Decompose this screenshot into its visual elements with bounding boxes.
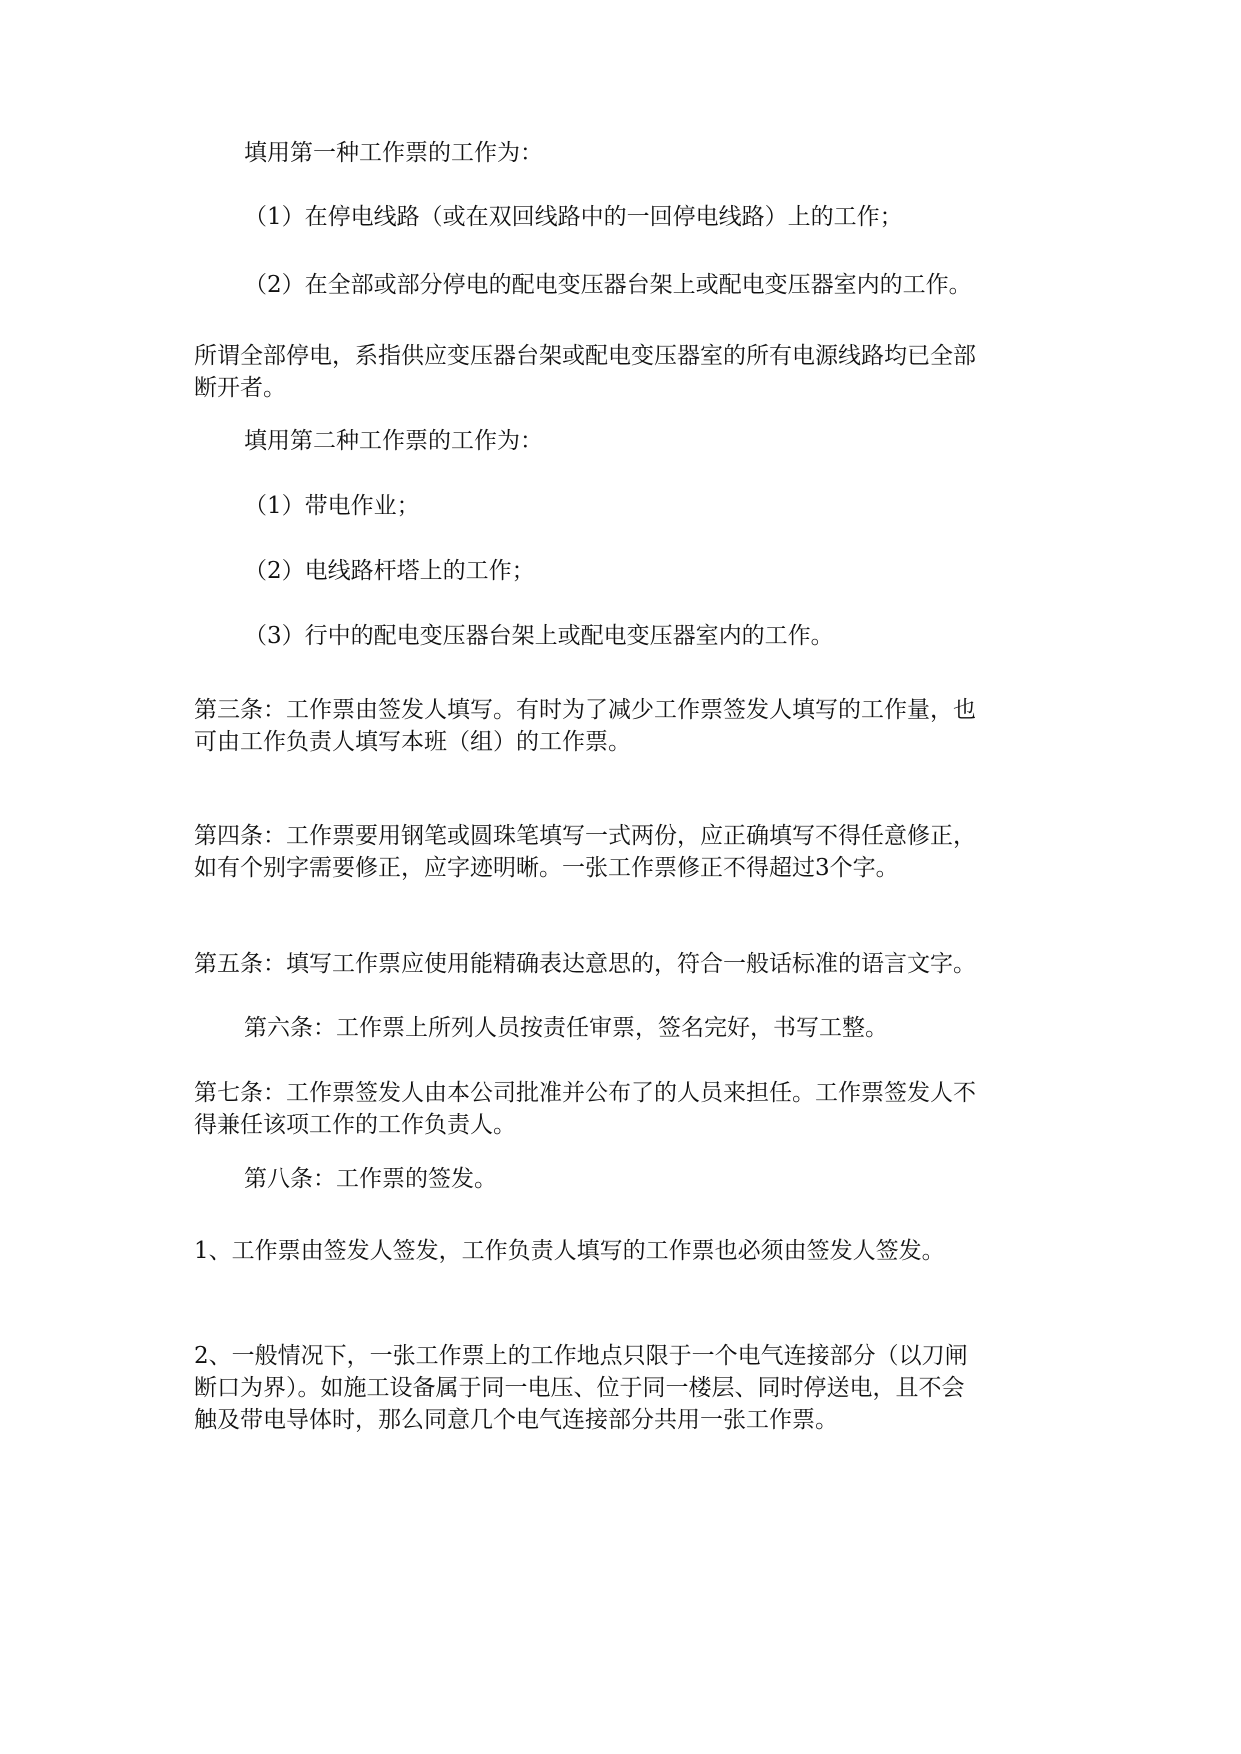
paragraph-article-6: 第六条：工作票上所列人员按责任审票，签名完好，书写工整。 [244, 1015, 888, 1041]
text-line: 第七条：工作票签发人由本公司批准并公布了的人员来担任。工作票签发人不 [194, 1080, 976, 1106]
paragraph-second-ticket-item-3: （3）行中的配电变压器台架上或配电变压器室内的工作。 [244, 623, 834, 649]
paragraph-first-ticket-item-1: （1）在停电线路（或在双回线路中的一回停电线路）上的工作； [244, 204, 903, 230]
paragraph-article-3 [194, 694, 1074, 758]
paragraph-second-ticket-intro: 填用第二种工作票的工作为： [244, 428, 543, 454]
text-line: 断开者。 [194, 375, 286, 401]
text-line: 第三条：工作票由签发人填写。有时为了减少工作票签发人填写的工作量，也 [194, 697, 976, 723]
text-line: 触及带电导体时，那么同意几个电气连接部分共用一张工作票。 [194, 1407, 838, 1433]
paragraph-second-ticket-item-1: （1）带电作业； [244, 493, 420, 519]
paragraph-article-8: 第八条：工作票的签发。 [244, 1166, 497, 1192]
paragraph-full-outage-definition [194, 340, 1074, 404]
text-line: 断口为界）。如施工设备属于同一电压、位于同一楼层、同时停送电，且不会 [194, 1375, 965, 1401]
text-line: 2、一般情况下，一张工作票上的工作地点只限于一个电气连接部分（以刀闸 [194, 1343, 968, 1369]
paragraph-second-ticket-item-2: （2）电线路杆塔上的工作； [244, 558, 535, 584]
paragraph-first-ticket-item-2: （2）在全部或部分停电的配电变压器台架上或配电变压器室内的工作。 [244, 272, 972, 298]
text-line: 可由工作负责人填写本班（组）的工作票。 [194, 729, 631, 755]
paragraph-article-5: 第五条：填写工作票应使用能精确表达意思的，符合一般话标准的语言文字。 [194, 951, 976, 977]
paragraph-article-7 [194, 1077, 1074, 1141]
text-line: 所谓全部停电，系指供应变压器台架或配电变压器室的所有电源线路均已全部 [194, 343, 976, 369]
text-line: 如有个别字需要修正，应字迹明晰。一张工作票修正不得超过3个字。 [194, 855, 899, 881]
paragraph-rule-1: 1、工作票由签发人签发，工作负责人填写的工作票也必须由签发人签发。 [194, 1238, 945, 1264]
paragraph-first-ticket-intro: 填用第一种工作票的工作为： [244, 140, 543, 166]
paragraph-rule-2 [194, 1340, 1074, 1436]
paragraph-article-4 [194, 820, 1074, 884]
text-line: 第四条：工作票要用钢笔或圆珠笔填写一式两份，应正确填写不得任意修正， [194, 823, 976, 849]
text-line: 得兼任该项工作的工作负责人。 [194, 1112, 516, 1138]
